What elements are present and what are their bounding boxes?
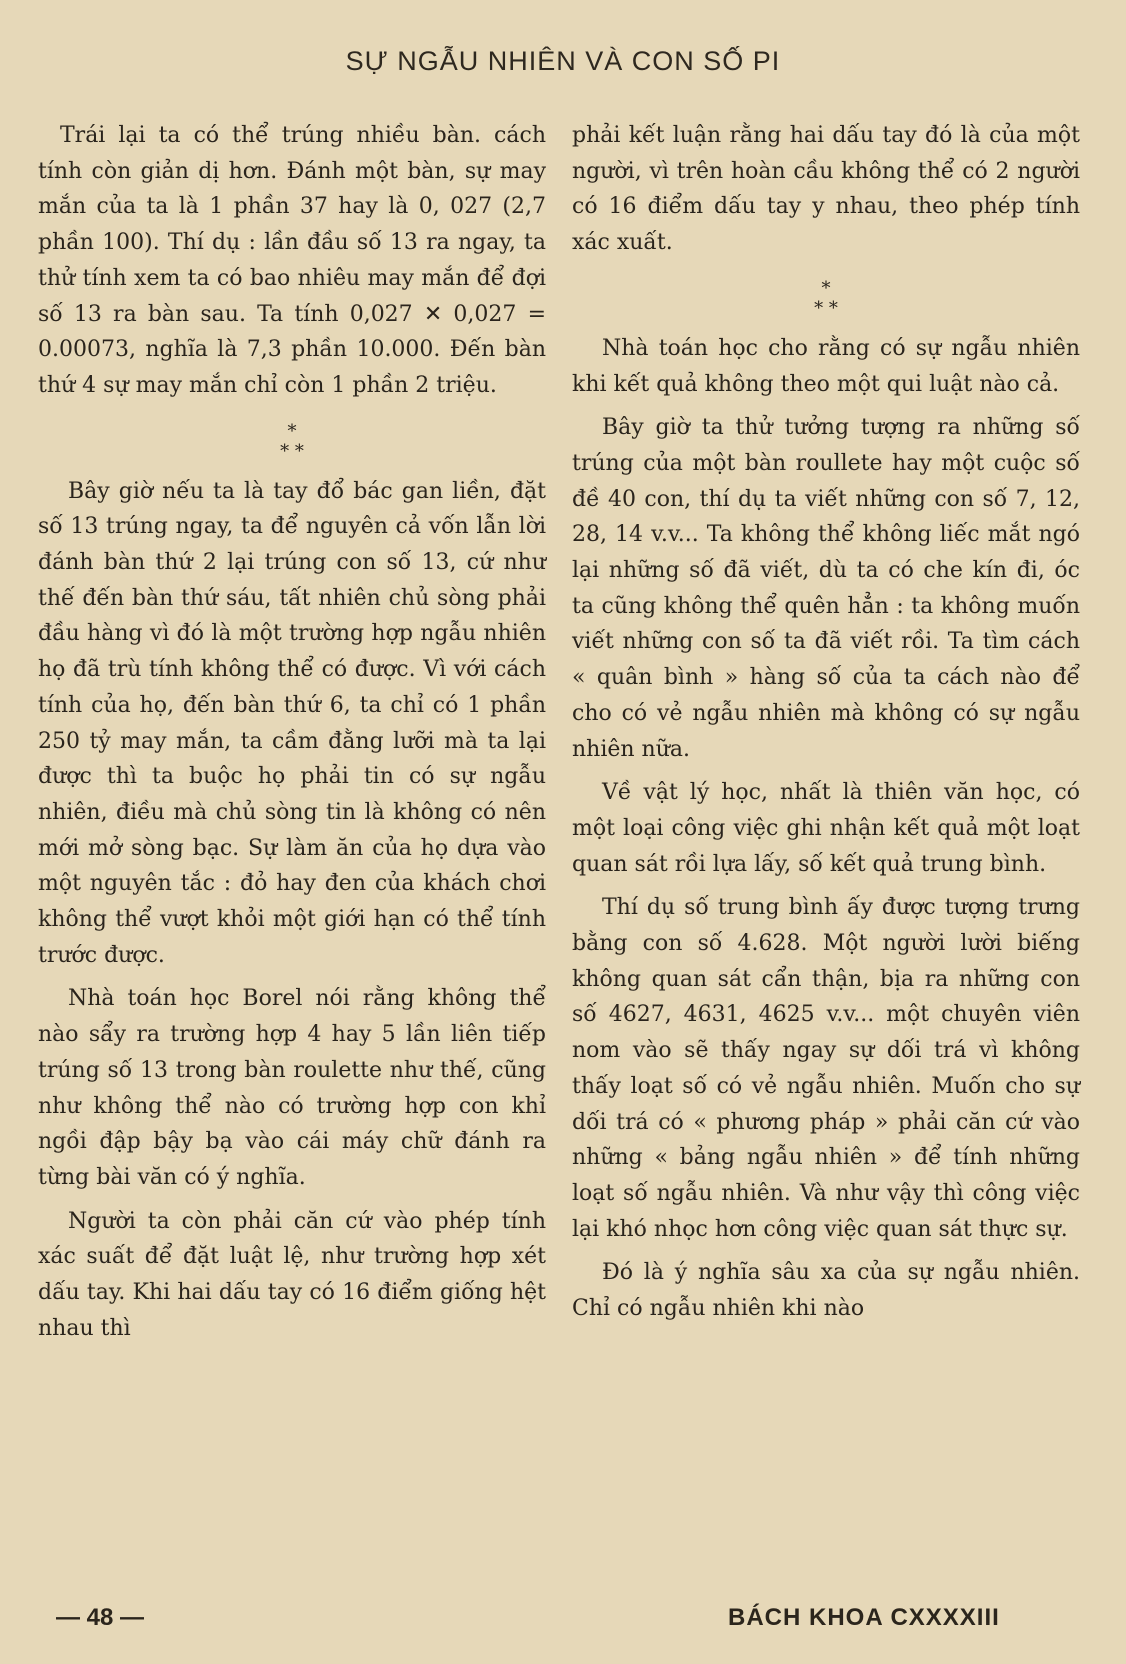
- paragraph: phải kết luận rằng hai dấu tay đó là của một người, vì trên hoàn cầu không thể có 2 người có 16 điểm dấu tay y nhau, theo phép tính xác xuất.: [572, 123, 1080, 256]
- paragraph: Trái lại ta có thể trúng nhiều bàn. cách tính còn giản dị hơn. Đánh một bàn, sự may mắn của ta là 1 phần 37 hay là 0, 027 (2,7 phần 100). Thí dụ : lần đầu số 13 ra ngay, ta thử tính xem ta có bao nhiêu may mắn để đợi số 13 ra bàn sau. Ta tính 0,027 ✕ 0,027 = 0.00073, nghĩa là 7,3 phần 10.000. Đến bàn thứ 4 sự may mắn chỉ còn 1 phần 2 triệu.: [38, 123, 546, 398]
- paragraph: Đó là ý nghĩa sâu xa của sự ngẫu nhiên. Chỉ có ngẫu nhiên khi nào: [572, 1260, 1080, 1322]
- paragraph: Về vật lý học, nhất là thiên văn học, có một loại công việc ghi nhận kết quả một loạt quan sát rồi lựa lấy, số kết quả trung bình.: [572, 780, 1080, 877]
- section-separator-stars: * * *: [814, 277, 838, 319]
- left-column: [38, 118, 546, 1347]
- section-separator-stars: * * *: [280, 420, 304, 462]
- paragraph: Nhà toán học Borel nói rằng không thể nào sẩy ra trường hợp 4 hay 5 lần liên tiếp trúng số 13 trong bàn roulette như thế, cũng như không thể nào có trường hợp con khỉ ngồi đập bậy bạ vào cái máy chữ đánh ra từng bài văn có ý nghĩa.: [38, 986, 546, 1190]
- paragraph: Thí dụ số trung bình ấy được tượng trưng bằng con số 4.628. Một người lười biếng không quan sát cẩn thận, bịa ra những con số 4627, 4631, 4625 v.v... một chuyên viên nom vào sẽ thấy ngay sự dối trá vì không thấy loạt số có vẻ ngẫu nhiên. Muốn cho sự dối trá có « phương pháp » phải căn cứ vào những « bảng ngẫu nhiên » để tính những loạt số ngẫu nhiên. Và như vậy thì công việc lại khó nhọc hơn công việc quan sát thực sự.: [572, 895, 1080, 1242]
- paragraph: Nhà toán học cho rằng có sự ngẫu nhiên khi kết quả không theo một qui luật nào cả.: [572, 335, 1080, 397]
- paragraph: Bây giờ ta thử tưởng tượng ra những số trúng của một bàn roullete hay một cuộc số đề 40 con, thí dụ ta viết những con số 7, 12, 28, 14 v.v... Ta không thể không liếc mắt ngó lại những số đã viết, dù ta có che kín đi, óc ta cũng không thể quên hẳn : ta không muốn viết những con số ta đã viết rồi. Ta tìm cách « quân bình » hàng số của ta cách nào để cho có vẻ ngẫu nhiên mà không có sự ngẫu nhiên nữa.: [572, 415, 1080, 762]
- running-head-title: SỰ NGẪU NHIÊN VÀ CON SỐ PI: [345, 46, 781, 76]
- paragraph: Người ta còn phải căn cứ vào phép tính xác suất để đặt luật lệ, như trường hợp xét dấu tay. Khi hai dấu tay có 16 điểm giống hệt nhau thì: [38, 1208, 546, 1341]
- right-column: [572, 118, 1080, 1327]
- magazine-issue: BÁCH KHOA CXXXXIII: [728, 1604, 1000, 1631]
- paragraph: Bây giờ nếu ta là tay đổ bác gan liền, đặt số 13 trúng ngay, ta để nguyên cả vốn lẫn lời đánh bàn thứ 2 lại trúng con số 13, cứ như thế đến bàn thứ sáu, tất nhiên chủ sòng phải đầu hàng vì đó là một trường hợp ngẫu nhiên họ đã trù tính không thể có được. Vì với cách tính của họ, đến bàn thứ 6, ta chỉ có 1 phần 250 tỷ may mắn, ta cầm đằng lưỡi mà ta lại được thì ta buộc họ phải tin có sự ngẫu nhiên, điều mà chủ sòng tin là không có nên mới mở sòng bạc. Sự làm ăn của họ dựa vào một nguyên tắc : đỏ hay đen của khách chơi không thể vượt khỏi một giới hạn có thể tính trước được.: [38, 478, 546, 968]
- page-number: — 48 —: [56, 1604, 145, 1631]
